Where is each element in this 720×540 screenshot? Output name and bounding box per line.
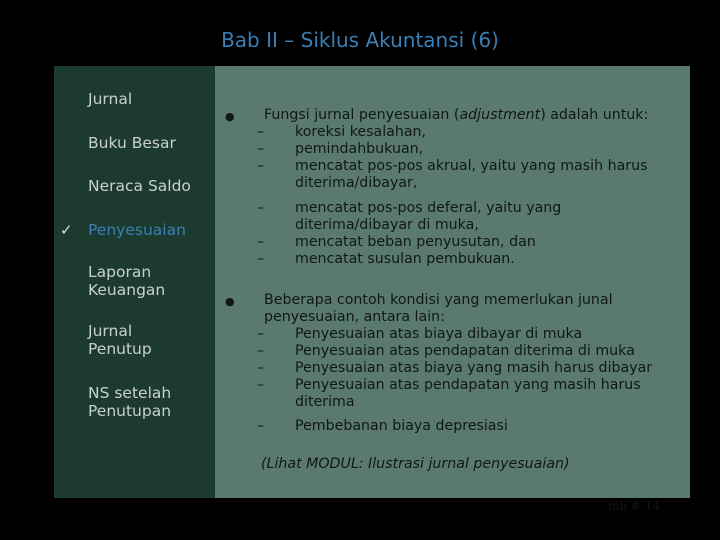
dash-icon: – (257, 200, 265, 216)
sidebar-item-neraca-saldo[interactable] (88, 177, 191, 195)
list-item: koreksi kesalahan, (295, 124, 427, 140)
sidebar-item-penyesuaian[interactable] (88, 221, 186, 239)
list-item: Penyesuaian atas biaya dibayar di muka (295, 326, 583, 342)
sidebar-item-label: Penyesuaian (88, 221, 186, 239)
intro-text-end: ) adalah untuk: (540, 107, 649, 123)
page-number: mh # 14 (607, 499, 660, 513)
sidebar-item-label: Laporan Keuangan (88, 263, 166, 299)
content-panel (215, 66, 690, 513)
list-item: mencatat susulan pembukuan. (295, 251, 515, 267)
dash-icon: – (257, 158, 265, 174)
bullet-icon: ● (225, 295, 235, 308)
list-item: mencatat beban penyusutan, dan (295, 234, 536, 250)
list-item: Pembebanan biaya depresiasi (295, 418, 508, 434)
bullet-icon: ● (225, 110, 235, 123)
dash-icon: – (257, 141, 265, 157)
list-item: mencatat pos-pos deferal, yaitu yang diterima/dibayar di muka, (295, 200, 562, 233)
sidebar-item-label: NS setelah Penutupan (88, 384, 172, 420)
sidebar-item-label: Jurnal (88, 90, 133, 108)
dash-icon: – (257, 343, 265, 359)
sidebar-item-label: Buku Besar (88, 134, 176, 152)
intro-text: Fungsi jurnal penyesuaian ( (264, 107, 460, 123)
sidebar-item-buku-besar[interactable] (88, 134, 176, 152)
dash-icon: – (257, 124, 265, 140)
sidebar-item-laporan-keuangan[interactable] (88, 263, 198, 299)
sidebar-item-jurnal-penutup[interactable] (88, 322, 188, 358)
sidebar-item-label: Jurnal Penutup (88, 322, 152, 358)
list-item: Penyesuaian atas biaya yang masih harus dibayar (295, 360, 653, 376)
dash-icon: – (257, 326, 265, 342)
dash-icon: – (257, 418, 265, 434)
check-icon: ✓ (60, 221, 73, 239)
sidebar-item-jurnal[interactable] (88, 90, 132, 108)
list-item: Penyesuaian atas pendapatan yang masih harus diterima (295, 377, 641, 410)
list-item: Penyesuaian atas pendapatan diterima di muka (295, 343, 635, 359)
dash-icon: – (257, 234, 265, 250)
dash-icon: – (257, 377, 265, 393)
bullet2-intro: Beberapa contoh kondisi yang memerlukan junal penyesuaian, antara lain: (264, 292, 613, 325)
dash-icon: – (257, 360, 265, 376)
list-item: pemindahbukuan, (295, 141, 424, 157)
intro-italic: adjustment (459, 107, 541, 123)
page-title: Bab II – Siklus Akuntansi (6) (221, 28, 499, 52)
sidebar (54, 66, 215, 498)
list-item: mencatat pos-pos akrual, yaitu yang masih harus diterima/dibayar, (295, 158, 648, 191)
module-note: (Lihat MODUL: Ilustrasi jurnal penyesuaian) (261, 456, 570, 472)
dash-icon: – (257, 251, 265, 267)
bullet1-intro (264, 107, 684, 124)
sidebar-item-ns-setelah-penutupan[interactable] (88, 384, 198, 420)
sidebar-item-label: Neraca Saldo (88, 177, 191, 195)
